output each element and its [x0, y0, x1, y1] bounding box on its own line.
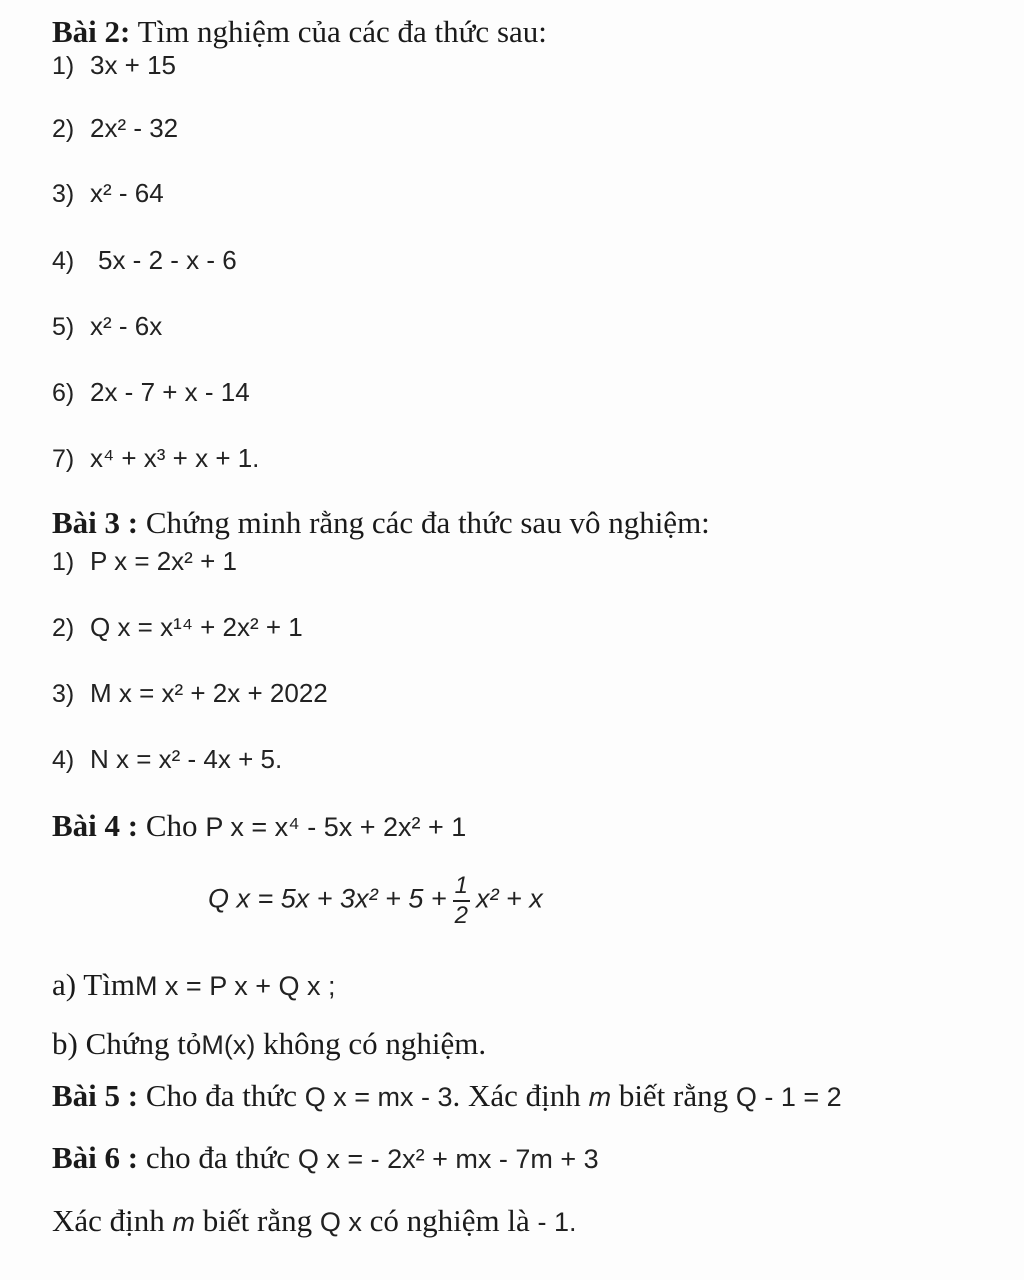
bai2-title: Tìm nghiệm của các đa thức sau: — [130, 14, 547, 49]
bai2-item-4: 4) 5x - 2 - x - 6 — [52, 245, 237, 275]
bai6-label: Bài 6 : — [52, 1140, 139, 1175]
bai3-label: Bài 3 : — [52, 505, 139, 540]
bai4-b-expr: M(x) — [201, 1030, 256, 1060]
fraction-denominator: 2 — [454, 901, 468, 929]
bai2-item-6-expr: 2x - 7 + x - 14 — [90, 377, 250, 407]
bai6-line-2: Xác định m biết rằng Q x có nghiệm là - 1. — [52, 1203, 577, 1238]
bai2-item-5-expr: x² - 6x — [90, 311, 163, 341]
bai2-label: Bài 2: — [52, 14, 131, 49]
bai2-item-2-expr: 2x² - 32 — [90, 113, 179, 143]
bai3-item-3-expr: M x = x² + 2x + 2022 — [90, 678, 328, 708]
bai2-item-7: 7) x⁴ + x³ + x + 1. — [52, 443, 260, 473]
bai4-p-expr: P x = x⁴ - 5x + 2x² + 1 — [205, 812, 467, 842]
bai2-item-3-expr: x² - 64 — [90, 178, 164, 208]
bai2-item-7-expr: x⁴ + x³ + x + 1. — [90, 443, 260, 473]
bai2-item-1: 1) 3x + 15 — [52, 50, 177, 80]
bai6-expr-root: - 1. — [537, 1207, 577, 1237]
bai6-expr-m: m — [172, 1207, 196, 1237]
bai2-item-4-expr: 5x - 2 - x - 6 — [98, 245, 237, 275]
bai3-title: Chứng minh rằng các đa thức sau vô nghiệm: — [138, 505, 710, 540]
bai4-a-text: a) Tìm — [52, 967, 135, 1002]
bai4-q-part-b: x² + x — [475, 883, 543, 914]
bai6-expr: Q x = - 2x² + mx - 7m + 3 — [297, 1144, 599, 1174]
bai2-item-3: 3) x² - 64 — [52, 178, 164, 208]
bai5-label: Bài 5 : — [52, 1078, 139, 1113]
bai2-item-2: 2) 2x² - 32 — [52, 113, 179, 143]
bai6-expr-q: Q x — [319, 1207, 362, 1237]
bai4-part-b — [52, 1028, 486, 1059]
bai4-a-expr: M x = P x + Q x ; — [134, 971, 336, 1001]
bai5-heading: Bài 5 : Cho đa thức Q x = mx - 3. Xác định m biết rằng Q - 1 = 2 — [52, 1078, 842, 1113]
bai3-item-2-expr: Q x = x¹⁴ + 2x² + 1 — [90, 612, 303, 642]
bai4-q-expr — [208, 872, 543, 929]
bai5-expr-m: m — [588, 1082, 612, 1112]
bai2-item-6: 6) 2x - 7 + x - 14 — [52, 377, 250, 407]
bai3-item-1: 1) P x = 2x² + 1 — [52, 546, 237, 576]
fraction — [453, 872, 470, 929]
bai3-item-2: 2) Q x = x¹⁴ + 2x² + 1 — [52, 612, 303, 642]
bai3-item-4: 4) N x = x² - 4x + 5. — [52, 744, 283, 774]
bai4-part-a — [52, 969, 336, 1000]
bai4-b-text: b) Chứng tỏ — [52, 1026, 202, 1061]
bai4-heading — [52, 810, 466, 841]
bai4-b-tail: không có nghiệm. — [255, 1026, 487, 1061]
bai3-item-1-expr: P x = 2x² + 1 — [90, 546, 237, 576]
bai5-expr-1: Q x = mx - 3 — [304, 1082, 453, 1112]
bai2-item-5: 5) x² - 6x — [52, 311, 163, 341]
bai4-label: Bài 4 : — [52, 808, 139, 843]
bai2-item-1-expr: 3x + 15 — [90, 50, 177, 80]
bai3-item-4-expr: N x = x² - 4x + 5. — [90, 744, 283, 774]
bai2-heading — [52, 16, 547, 47]
fraction-numerator: 1 — [453, 872, 470, 902]
bai4-q-part-a: Q x = 5x + 3x² + 5 + — [208, 883, 447, 914]
bai5-expr-2: Q - 1 = 2 — [735, 1082, 842, 1112]
bai3-heading — [52, 507, 710, 538]
bai6-heading: Bài 6 : cho đa thức Q x = - 2x² + mx - 7m + 3 — [52, 1140, 599, 1175]
bai3-item-3: 3) M x = x² + 2x + 2022 — [52, 678, 328, 708]
bai4-lead: Cho — [138, 808, 206, 843]
